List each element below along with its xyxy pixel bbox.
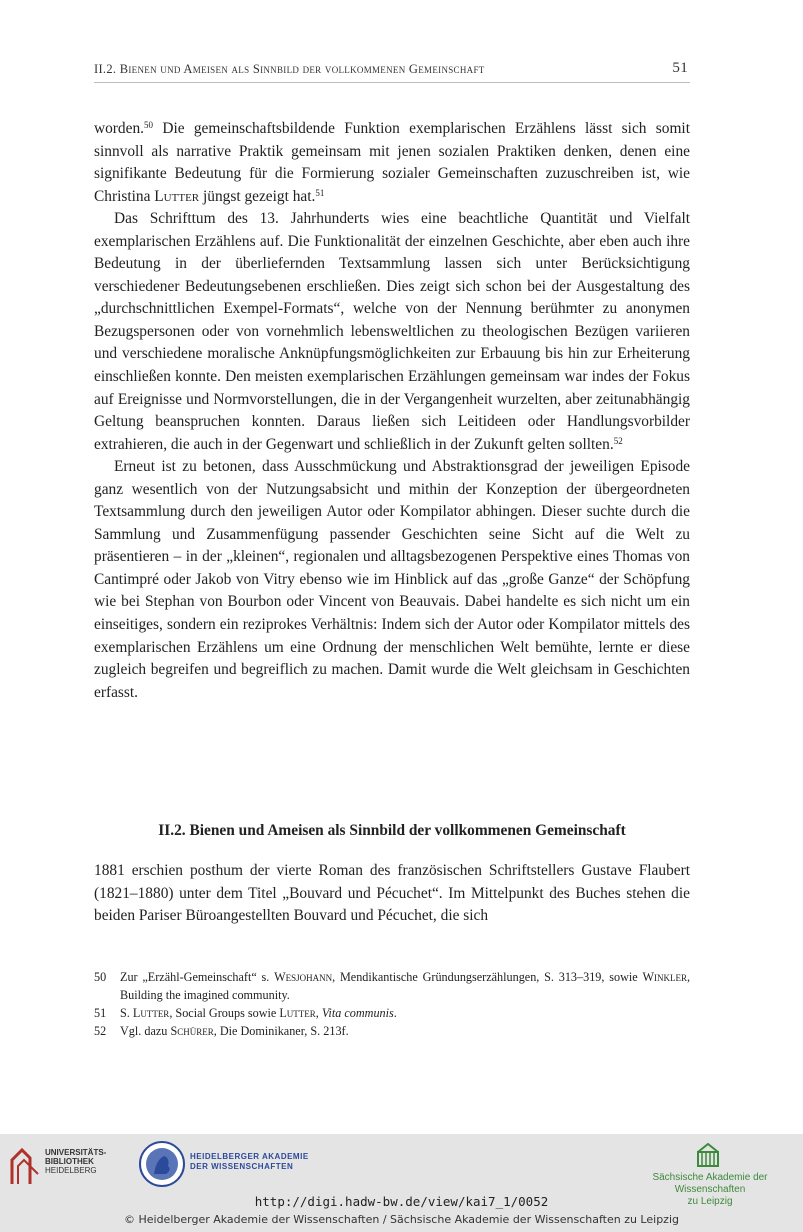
ub-line-3: HEIDELBERG [45,1166,97,1175]
sa-line-1: Sächsische Akademie der Wissenschaften [652,1172,768,1195]
footnote-50-author-2: Winkler [642,970,687,984]
footnote-51-author-1: Lutter [132,1006,170,1020]
footnote-ref-52[interactable]: 52 [613,435,623,446]
copyright-notice: © Heidelberger Akademie der Wissenschaften / Sächsische Akademie der Wissenschaften zu Leipzig [123,1213,679,1226]
running-title: II.2. Bienen und Ameisen als Sinnbild der vollkommenen Gemeinschaft [94,62,485,76]
footnote-ref-50[interactable]: 50 [144,120,154,130]
footnote-text [120,968,690,1004]
viewer-footer [0,1134,803,1232]
ha-line-1: HEIDELBERGER AKADEMIE [190,1152,309,1161]
footnote-50 [94,968,690,1004]
section-paragraph: 1881 erschien posthum der vierte Roman des französischen Schriftstellers Gustave Flaubert (1821–1880) unter dem Titel „Bouvard und Pécuchet“. Im Mittelpunkt des Buches stehen die beiden Pariser Büroangestellten Bouvard und Pécuchet, die sich [94,862,690,925]
page-number: 51 [672,60,688,76]
footnote-51-title: Vita communis [321,1006,394,1020]
footnote-50-text-b: , Mendikantische Gründungserzählungen, S. 313–319, sowie [332,970,643,984]
author-name: Lutter [154,187,200,205]
paragraph-3: Erneut ist zu betonen, dass Ausschmückung und Abstraktionsgrad der jeweiligen Episode ganz wesentlich von der Nutzungsabsicht und mithin der Konzeption der übergeordneten Textsammlung durch den jeweiligen Autor oder Kompilator abhingen. Dieser suchte durch die Sammlung und Zusammenfügung passender Geschichten seine Sicht auf die Welt zu präsentieren – in der „kleinen“, regionalen und alltagsbezogenen Perspektive eines Thomas von Cantimpré oder Jakob von Vitry ebenso wie im Hinblick auf das „große Ganze“ der Schöpfung wie bei Stephan von Bourbon oder Vincent von Beauvais. Dabei handelte es sich nicht um ein einseitiges, sondern ein reziprokes Verhältnis: Indem sich der Autor oder Kompilator mittels des exemplarischen Erzählens um eine Ordnung der menschlichen Welt bemühte, lernte er diese zugleich begreifen und begreiflich zu machen. Damit wurde die Welt gleichsam in Geschichten erfasst. [94,458,690,701]
heidelberg-academy-name [190,1152,309,1172]
paragraph-2 [94,208,690,456]
footnote-52-text-b: , Die Dominikaner, S. 213f. [213,1024,349,1038]
body-text [94,118,690,704]
paragraph-1 [94,118,690,208]
paragraph-2-text: Das Schrifttum des 13. Jahrhunderts wies eine beachtliche Quantität und Vielfalt exemplarischen Erzählens auf. Die Funktionalität der einzelnen Geschichte, aber eben auch ihre Bedeutung in der überliefernden Textsammlung lassen sich unter Berücksichtigung verschiedener Bedeutungsebenen erschließen. Dies zeigt sich schon bei der Ausgestaltung des „durchschnittlichen Exempel-Formats“, welche von der Nennung berühmter zu anonymen Bezugspersonen oder von vornehmlich lebensweltlichen zu theologischen Bezügen variieren und verschiedene moralische Anknüpfungsmöglichkeiten zur Erbauung bis hin zur Erheiterung einschließen konnte. Den meisten exemplarischen Erzählungen gemeinsam war indes der Fokus auf Ereignisse und Normvorstellungen, die in der Vergangenheit wurzelten, aber zeitunabhängig Geltung beanspruchen konnten. Daraus ließen sich Leitideen oder Handlungsvorbilder extrahieren, die auch in der Gegenwart und schließlich in der Zukunft gelten sollten. [94,210,690,453]
academy-seal-icon[interactable] [138,1140,186,1188]
paragraph-1-text-b: Die gemeinschaftsbildende Funktion exemplarischen Erzählens lässt sich somit sinnvoll als narrative Praktik gemeinsam mit jenen sozialen Praktiken denken, denen eine signifikante Bedeutung für die Formierung sozialer Gemeinschaften zuzuschreiben ist, wie Christina [94,120,690,205]
section-heading: II.2. Bienen und Ameisen als Sinnbild der vollkommenen Gemeinschaft [158,822,626,839]
footnote-52-author-1: Schürer [170,1024,214,1038]
footnote-number: 51 [94,1006,107,1020]
saxon-academy-logo-icon[interactable] [696,1142,720,1168]
footnotes [94,968,690,1040]
footnote-number: 50 [94,970,107,984]
footnote-51-text-b: , Social Groups sowie [169,1006,280,1020]
footnote-number: 52 [94,1024,107,1038]
footnote-52-text-a: Vgl. dazu [120,1024,171,1038]
university-library-name [45,1148,106,1175]
footnote-50-text-a: Zur „Erzähl-Gemeinschaft“ s. [120,970,275,984]
footnote-51 [94,1004,690,1022]
ub-line-2: BIBLIOTHEK [45,1157,94,1166]
paragraph-1-text-c: jüngst gezeigt hat. [199,187,316,205]
ha-line-2: DER WISSENSCHAFTEN [190,1162,294,1171]
paragraph-1-text-a: worden. [94,120,145,137]
permalink-url[interactable]: http://digi.hadw-bw.de/view/kai7_1/0052 [254,1194,549,1209]
footnote-text [120,1004,690,1022]
running-header [94,60,690,83]
footnote-51-text-a: S. [120,1006,133,1020]
footnote-text [120,1022,690,1040]
footnote-50-author-1: Wesjohann [274,970,333,984]
footnote-52 [94,1022,690,1040]
ub-line-1: UNIVERSITÄTS- [45,1148,107,1157]
footnote-50-text-c: , Building the imagined community. [120,970,690,1002]
footnote-51-text-c: , [315,1006,322,1020]
footnote-51-text-d: . [393,1006,397,1020]
footnote-51-author-2: Lutter [279,1006,316,1020]
footnote-ref-51[interactable]: 51 [315,187,325,198]
sa-line-2: zu Leipzig [687,1196,733,1207]
